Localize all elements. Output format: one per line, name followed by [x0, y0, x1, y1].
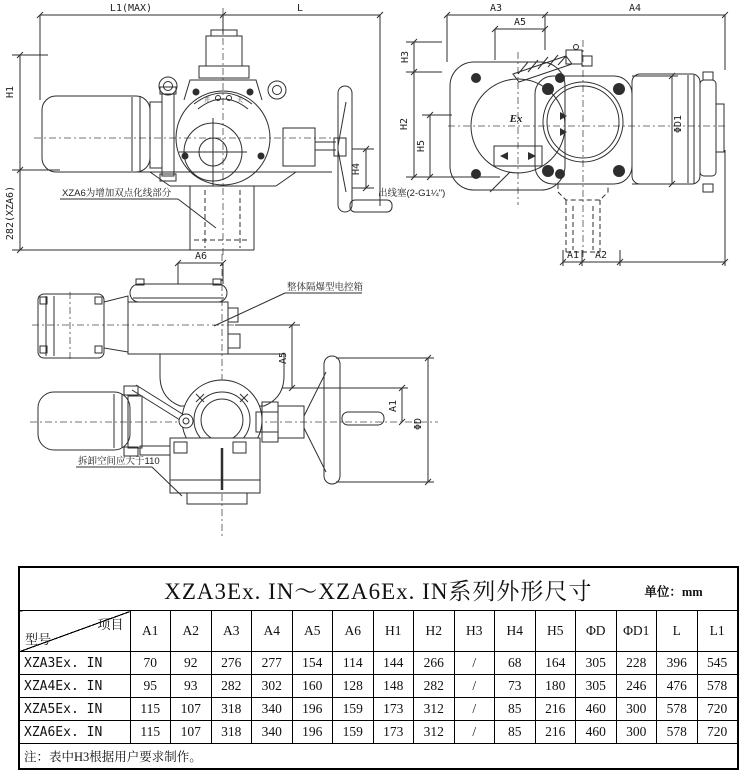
value-cell: / — [454, 721, 495, 744]
value-cell: 196 — [292, 721, 333, 744]
col-header: A5 — [292, 611, 333, 652]
value-cell: 318 — [211, 698, 252, 721]
col-header: ΦD1 — [616, 611, 657, 652]
corner-label-model: 型号 — [25, 632, 52, 647]
value-cell: 266 — [414, 652, 455, 675]
dim-label-h5: H5 — [416, 139, 427, 153]
col-header: H4 — [495, 611, 536, 652]
table-unit-label: 单位：mm — [644, 585, 703, 599]
value-cell: 114 — [333, 652, 374, 675]
lifting-eye — [159, 77, 177, 95]
value-cell: 578 — [657, 698, 698, 721]
value-cell: 95 — [130, 675, 171, 698]
value-cell: 720 — [697, 721, 738, 744]
table-row — [19, 675, 738, 698]
value-cell: 216 — [535, 698, 576, 721]
value-cell: 216 — [535, 721, 576, 744]
dim-label-282: 282(XZA6) — [5, 185, 16, 241]
handwheel-side — [324, 356, 340, 484]
control-box-body — [128, 302, 228, 354]
value-cell: 246 — [616, 675, 657, 698]
value-cell: 173 — [373, 721, 414, 744]
dim-label-l: L — [296, 3, 304, 14]
value-cell: 340 — [252, 698, 293, 721]
value-cell: 154 — [292, 652, 333, 675]
motor-body — [42, 96, 150, 172]
model-cell: XZA5Ex. IN — [19, 698, 130, 721]
annotation-cable-gland: 出线塞(2-G1¼") — [378, 188, 446, 199]
annotation-xza6: XZA6为增加双点化线部分 — [62, 188, 172, 199]
value-cell: 173 — [373, 698, 414, 721]
col-header: A1 — [130, 611, 171, 652]
value-cell: 312 — [414, 698, 455, 721]
model-cell: XZA4Ex. IN — [19, 675, 130, 698]
dim-label-h4: H4 — [351, 162, 362, 176]
value-cell: 107 — [171, 698, 212, 721]
corner-label-item: 项目 — [97, 617, 124, 632]
dim-label-a1: A1 — [566, 250, 580, 261]
col-header: H1 — [373, 611, 414, 652]
lever-knob — [179, 414, 193, 428]
lifting-eye — [268, 81, 286, 99]
handwheel-handle-side — [342, 412, 384, 425]
dim-label-l1max: L1(MAX) — [109, 3, 153, 14]
col-header: A3 — [211, 611, 252, 652]
value-cell: 340 — [252, 721, 293, 744]
dim-label-a1-side: A1 — [388, 399, 399, 413]
value-cell: 578 — [657, 721, 698, 744]
col-header: ΦD — [576, 611, 617, 652]
table-row — [19, 652, 738, 675]
dim-label-h3: H3 — [400, 50, 411, 64]
table-header-row — [19, 611, 738, 652]
value-cell: 148 — [373, 675, 414, 698]
dim-label-phid: ΦD — [413, 417, 424, 431]
indicator-close-label: 关 — [236, 98, 244, 104]
value-cell: 460 — [576, 698, 617, 721]
value-cell: 92 — [171, 652, 212, 675]
model-cell: XZA6Ex. IN — [19, 721, 130, 744]
value-cell: 545 — [697, 652, 738, 675]
value-cell: / — [454, 698, 495, 721]
plan-view-drawing — [370, 0, 745, 280]
dim-label-a6: A6 — [194, 251, 208, 262]
value-cell: 228 — [616, 652, 657, 675]
value-cell: 720 — [697, 698, 738, 721]
value-cell: / — [454, 675, 495, 698]
col-header: A6 — [333, 611, 374, 652]
dim-label-a5: A5 — [513, 17, 527, 28]
value-cell: 164 — [535, 652, 576, 675]
value-cell: 70 — [130, 652, 171, 675]
value-cell: 107 — [171, 721, 212, 744]
dim-label-phid1: ΦD1 — [673, 114, 684, 134]
motor-body-side — [38, 392, 130, 450]
value-cell: 144 — [373, 652, 414, 675]
value-cell: 159 — [333, 721, 374, 744]
indicator-open-label: 开 — [203, 98, 211, 104]
dim-label-a2: A2 — [594, 250, 608, 261]
value-cell: 302 — [252, 675, 293, 698]
value-cell: 312 — [414, 721, 455, 744]
dimensions-table — [18, 566, 739, 770]
value-cell: 305 — [576, 675, 617, 698]
value-cell: 318 — [211, 721, 252, 744]
annotation-control-box: 整体隔爆型电控箱 — [287, 282, 364, 293]
col-header: H2 — [414, 611, 455, 652]
motor-end — [632, 74, 700, 184]
table-title-row — [19, 567, 738, 611]
col-header: L — [657, 611, 698, 652]
value-cell: 277 — [252, 652, 293, 675]
dim-label-h2: H2 — [399, 117, 410, 131]
value-cell: 159 — [333, 698, 374, 721]
dim-label-a5-side: A5 — [278, 351, 289, 365]
table-title: XZA3Ex. IN～XZA6Ex. IN系列外形尺寸 — [164, 578, 593, 604]
value-cell: 282 — [414, 675, 455, 698]
value-cell: 305 — [576, 652, 617, 675]
value-cell: 93 — [171, 675, 212, 698]
front-view-drawing — [0, 0, 395, 265]
col-header: H3 — [454, 611, 495, 652]
value-cell: 460 — [576, 721, 617, 744]
value-cell: 180 — [535, 675, 576, 698]
value-cell: 160 — [292, 675, 333, 698]
table-row — [19, 698, 738, 721]
value-cell: 115 — [130, 698, 171, 721]
value-cell: 396 — [657, 652, 698, 675]
value-cell: 68 — [495, 652, 536, 675]
value-cell: 196 — [292, 698, 333, 721]
table-note: 注：表中H3根据用户要求制作。 — [19, 744, 738, 770]
dim-label-a3: A3 — [489, 3, 503, 14]
col-header: A4 — [252, 611, 293, 652]
table-row — [19, 721, 738, 744]
dimensions-table-section — [18, 566, 737, 770]
value-cell: 85 — [495, 721, 536, 744]
col-header: L1 — [697, 611, 738, 652]
table-corner-cell — [19, 611, 130, 652]
value-cell: 128 — [333, 675, 374, 698]
col-header: H5 — [535, 611, 576, 652]
value-cell: / — [454, 652, 495, 675]
ex-mark: Ex — [509, 113, 523, 125]
dim-label-a4: A4 — [628, 3, 642, 14]
value-cell: 85 — [495, 698, 536, 721]
value-cell: 73 — [495, 675, 536, 698]
value-cell: 115 — [130, 721, 171, 744]
dim-label-h1: H1 — [5, 85, 16, 99]
annotation-space: 拆卸空间应大于110 — [78, 456, 160, 467]
model-cell: XZA3Ex. IN — [19, 652, 130, 675]
value-cell: 276 — [211, 652, 252, 675]
value-cell: 282 — [211, 675, 252, 698]
col-header: A2 — [171, 611, 212, 652]
value-cell: 300 — [616, 698, 657, 721]
top-box — [206, 36, 242, 66]
side-view-drawing — [0, 250, 445, 545]
value-cell: 578 — [697, 675, 738, 698]
motor-end-view — [38, 294, 104, 358]
value-cell: 300 — [616, 721, 657, 744]
value-cell: 476 — [657, 675, 698, 698]
control-box-lid — [130, 284, 227, 302]
